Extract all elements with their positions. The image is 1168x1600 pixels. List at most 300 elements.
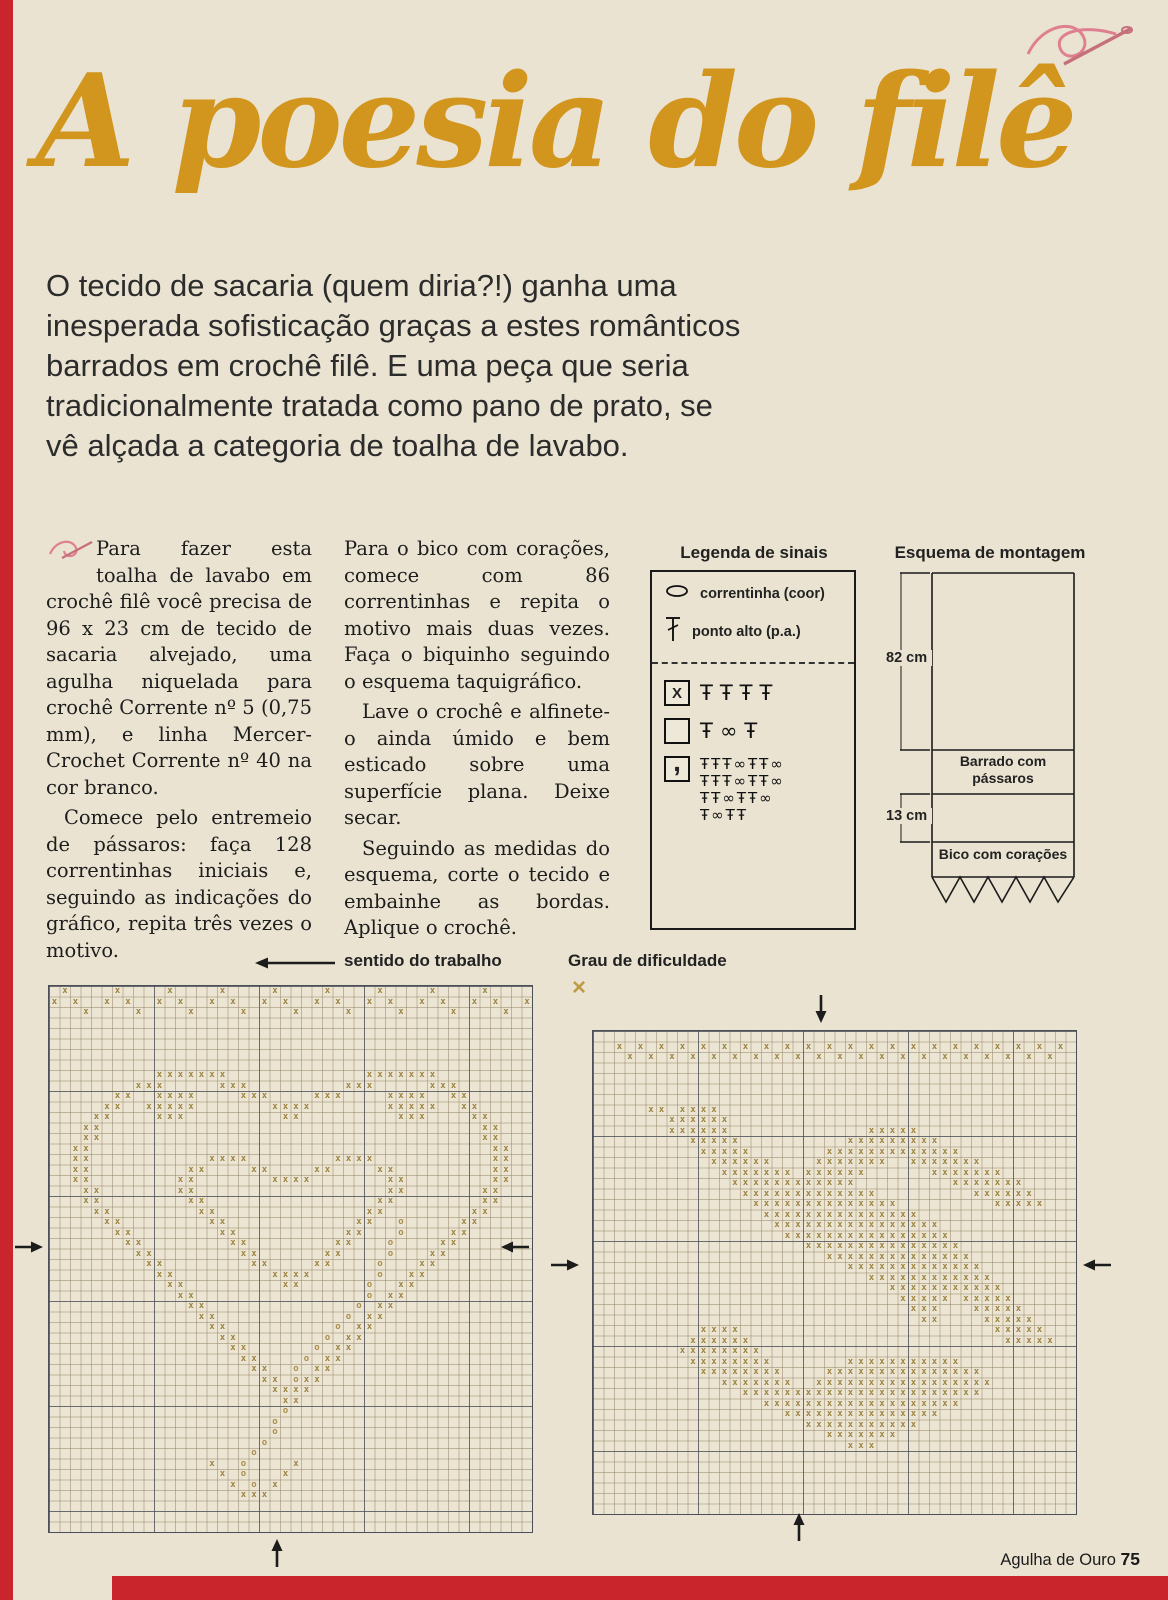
chart-mark: x (847, 1230, 854, 1241)
chart-mark: x (721, 1346, 728, 1356)
chart-mark: x (921, 1251, 927, 1262)
chart-mark: x (837, 1367, 843, 1377)
chart-mark: x (188, 1101, 194, 1112)
chart-mark: x (784, 1209, 791, 1220)
chart-mark: x (1026, 1188, 1032, 1199)
chart-mark: x (93, 1133, 100, 1143)
chart-mark: x (219, 1217, 226, 1227)
chart-mark: x (784, 1041, 791, 1052)
chart-mark: x (721, 1125, 728, 1136)
chart-mark: x (219, 1154, 226, 1164)
chart-mark: x (879, 1157, 885, 1167)
chart-mark: x (889, 1430, 896, 1440)
chart-mark: x (690, 1125, 696, 1136)
chart-mark: x (669, 1052, 675, 1062)
chart-mark: x (711, 1325, 717, 1335)
chart-mark: x (847, 1262, 854, 1272)
chart-mark: x (658, 1104, 665, 1115)
chart-mark: x (240, 1343, 247, 1353)
chart-mark: x (230, 1227, 236, 1238)
chart-mark: o (272, 1416, 278, 1427)
chart-mark: x (230, 1479, 236, 1490)
chart-mark: x (868, 1136, 875, 1146)
chart-mark: x (889, 1283, 896, 1293)
chart-mark: x (879, 1136, 885, 1146)
chart-mark: x (931, 1283, 938, 1293)
chart-mark: x (1047, 1052, 1053, 1062)
chart-mark: x (847, 1167, 854, 1178)
chart-mark: x (816, 1377, 822, 1388)
chart-mark: x (261, 1259, 268, 1269)
chart-mark: x (135, 1248, 142, 1259)
chart-mark: x (700, 1104, 707, 1115)
chart-mark: x (690, 1115, 696, 1125)
chart-mark: x (942, 1272, 948, 1283)
chart-mark: x (963, 1367, 969, 1377)
chart-mark: x (637, 1041, 644, 1052)
chart-mark: x (858, 1440, 864, 1451)
chart-mark: x (93, 1206, 100, 1217)
chart-mark: x (314, 1374, 320, 1385)
chart-mark: x (879, 1430, 885, 1440)
chart-mark: x (753, 1367, 759, 1377)
chart-mark: x (700, 1356, 707, 1367)
chart-mark: x (816, 1052, 822, 1062)
chart-mark: x (973, 1157, 980, 1167)
chart-mark: x (482, 1185, 488, 1196)
chart-mark: x (471, 1206, 478, 1217)
chart-mark: x (900, 1241, 906, 1251)
chart-mark: x (156, 1101, 163, 1112)
chart-mark: o (261, 1437, 268, 1448)
chart-mark: x (1015, 1188, 1022, 1199)
chart-mark: x (198, 1070, 205, 1080)
chart-mark: x (721, 1115, 728, 1125)
chart-mark: x (826, 1157, 833, 1167)
chart-mark: x (963, 1262, 969, 1272)
chart-mark: x (700, 1367, 707, 1377)
chart-mark: x (900, 1367, 906, 1377)
chart-mark: x (261, 1091, 268, 1101)
chart-mark: x (900, 1377, 906, 1388)
chart-mark: x (324, 1164, 331, 1175)
chart-mark: x (356, 1332, 362, 1343)
chart-mark: x (408, 1101, 415, 1112)
chart-mark: x (984, 1314, 990, 1325)
chart-mark: x (482, 1122, 488, 1133)
chart-mark: x (366, 1070, 373, 1080)
chart-mark: x (763, 1377, 770, 1388)
chart-mark: x (858, 1199, 864, 1209)
chart-mark: x (921, 1304, 927, 1314)
chart-mark: x (858, 1220, 864, 1230)
chart-mark: x (795, 1230, 801, 1241)
chart-mark: x (973, 1377, 980, 1388)
chart-mark: x (700, 1335, 707, 1346)
right-chart-row-arrow-icon (550, 1258, 580, 1272)
chart-mark: x (366, 1322, 373, 1332)
chart-mark: x (429, 1070, 436, 1080)
chart-mark: o (366, 1280, 373, 1290)
chart-mark: x (711, 1346, 717, 1356)
chart-mark: x (858, 1188, 864, 1199)
chart-mark: x (188, 1070, 194, 1080)
chart-mark: x (753, 1157, 759, 1167)
chart-mark: x (879, 1251, 885, 1262)
chart-mark: x (177, 1280, 184, 1290)
chart-mark: x (209, 1311, 215, 1322)
chart-mark: x (879, 1356, 885, 1367)
chart-mark: x (847, 1041, 854, 1052)
chart-mark: x (900, 1125, 906, 1136)
difficulty-x-icon: × (572, 974, 587, 1001)
chart-mark: x (900, 1220, 906, 1230)
chart-mark: x (419, 996, 425, 1007)
chart-mark: x (711, 1125, 717, 1136)
fan-line: ŦŦŦ∞ŦŦ∞ (700, 755, 785, 773)
band-barrado-label: Barrado com pássaros (959, 753, 1047, 786)
chart-mark: x (900, 1398, 906, 1409)
chart-mark: x (910, 1209, 917, 1220)
left-chart-row-arrow-icon (500, 1240, 530, 1254)
chart-mark: x (910, 1262, 917, 1272)
chart-mark: x (763, 1167, 770, 1178)
chart-mark: x (994, 1199, 1001, 1209)
chart-mark: x (503, 1175, 509, 1185)
chart-mark: x (198, 1164, 205, 1175)
chart-mark: x (398, 1007, 404, 1017)
chart-mark: x (889, 1220, 896, 1230)
chart-mark: x (721, 1167, 728, 1178)
chart-mark: x (900, 1283, 906, 1293)
chart-mark: x (837, 1419, 843, 1430)
chart-mark: o (377, 1259, 383, 1269)
chart-mark: x (742, 1146, 749, 1157)
chart-mark: x (471, 1112, 478, 1122)
chart-mark: x (1015, 1335, 1022, 1346)
chart-mark: x (251, 1248, 257, 1259)
chart-mark: x (1005, 1199, 1011, 1209)
chart-mark: x (721, 1356, 728, 1367)
chart-mark: x (377, 1206, 383, 1217)
chart-mark: x (816, 1220, 822, 1230)
chart-mark: x (1036, 1041, 1043, 1052)
chart-mark: x (973, 1041, 980, 1052)
chart-mark: x (847, 1199, 854, 1209)
chart-mark: x (732, 1146, 738, 1157)
chart-mark: x (837, 1157, 843, 1167)
chart-mark: x (471, 1217, 478, 1227)
chart-mark: x (952, 1146, 959, 1157)
chart-mark: x (868, 1157, 875, 1167)
chart-mark: x (900, 1136, 906, 1146)
chart-mark: x (398, 1175, 404, 1185)
article-paragraph: Seguindo as medidas do esquema, corte o tecido e embainhe as bordas. Aplique o crochê. (344, 836, 610, 939)
chart-mark: x (345, 1343, 352, 1353)
chart-mark: x (973, 1262, 980, 1272)
chart-mark: x (984, 1293, 990, 1304)
chart-mark: x (805, 1409, 812, 1419)
chart-mark: x (387, 1101, 394, 1112)
chart-mark: x (837, 1178, 843, 1188)
chart-mark: x (910, 1041, 917, 1052)
chart-mark: x (93, 1196, 100, 1206)
chart-mark: x (942, 1377, 948, 1388)
chart-mark: x (93, 1122, 100, 1133)
chart-mark: x (251, 1164, 257, 1175)
chart-mark: x (648, 1104, 654, 1115)
chart-mark: x (805, 1178, 812, 1188)
chart-mark: x (450, 1091, 457, 1101)
chart-mark: x (387, 1301, 394, 1311)
chart-mark: x (177, 1070, 184, 1080)
chart-mark: x (826, 1388, 833, 1398)
chart-mark: x (931, 1367, 938, 1377)
chart-mark: x (942, 1167, 948, 1178)
chart-mark: x (658, 1041, 665, 1052)
chart-birds-grid (592, 1030, 1077, 1515)
chart-mark: x (774, 1052, 780, 1062)
chart-mark: x (1005, 1293, 1011, 1304)
chart-mark: x (921, 1398, 927, 1409)
chart-mark: x (994, 1041, 1001, 1052)
chart-mark: x (910, 1146, 917, 1157)
chart-mark: x (419, 1070, 425, 1080)
chart-mark: x (889, 1272, 896, 1283)
chart-mark: x (910, 1419, 917, 1430)
chart-mark: x (858, 1356, 864, 1367)
chart-mark: x (461, 1101, 467, 1112)
chart-mark: x (973, 1188, 980, 1199)
chart-mark: x (931, 1136, 938, 1146)
chart-mark: x (963, 1283, 969, 1293)
chart-mark: x (209, 1322, 215, 1332)
chart-mark: x (921, 1283, 927, 1293)
chart-mark: x (669, 1125, 675, 1136)
chart-mark: x (921, 1241, 927, 1251)
chart-mark: x (230, 1332, 236, 1343)
chart-mark: x (1026, 1325, 1032, 1335)
chart-mark: x (753, 1167, 759, 1178)
chart-mark: x (198, 1311, 205, 1322)
chart-mark: x (700, 1115, 707, 1125)
chart-mark: x (868, 1398, 875, 1409)
chart-mark: x (503, 1007, 509, 1017)
chart-mark: x (732, 1167, 738, 1178)
chart-mark: o (272, 1427, 278, 1437)
chart-mark: x (837, 1230, 843, 1241)
chart-mark: x (826, 1241, 833, 1251)
chart-mark: x (679, 1125, 686, 1136)
chart-mark: x (816, 1409, 822, 1419)
chart-mark: x (335, 1238, 341, 1248)
chart-mark: x (711, 1335, 717, 1346)
chart-mark: x (429, 1080, 436, 1091)
chart-mark: x (868, 1409, 875, 1419)
legend-item-chain (664, 584, 844, 603)
chart-mark: x (1015, 1325, 1022, 1335)
chart-mark: x (805, 1199, 812, 1209)
chart-mark: x (146, 1259, 152, 1269)
chart-mark: x (230, 1238, 236, 1248)
chart-mark: x (83, 1196, 89, 1206)
chart-mark: x (889, 1209, 896, 1220)
chart-mark: x (921, 1146, 927, 1157)
chart-mark: x (324, 1248, 331, 1259)
chart-mark: x (805, 1241, 812, 1251)
chart-mark: x (784, 1388, 791, 1398)
chart-mark: x (889, 1398, 896, 1409)
chart-mark: x (879, 1409, 885, 1419)
chart-mark: o (324, 1332, 331, 1343)
chart-mark: x (324, 1091, 331, 1101)
chart-mark: x (816, 1178, 822, 1188)
chart-mark: x (1005, 1314, 1011, 1325)
chart-mark: x (868, 1146, 875, 1157)
chart-mark: x (963, 1167, 969, 1178)
chart-mark: x (942, 1388, 948, 1398)
chart-mark: x (910, 1251, 917, 1262)
article-column-1 (46, 536, 312, 968)
chart-mark: x (503, 1154, 509, 1164)
chart-mark: x (868, 1188, 875, 1199)
chart-mark: x (942, 1157, 948, 1167)
chart-mark: x (921, 1314, 927, 1325)
chart-mark: x (889, 1356, 896, 1367)
chart-mark: x (900, 1419, 906, 1430)
article-column-2 (344, 536, 610, 946)
chart-mark: x (847, 1188, 854, 1199)
chart-mark: x (889, 1241, 896, 1251)
chart-mark: x (377, 1196, 383, 1206)
chart-mark: x (461, 1227, 467, 1238)
chart-mark: x (900, 1251, 906, 1262)
chart-mark: x (858, 1167, 864, 1178)
chart-mark: x (219, 1227, 226, 1238)
chart-mark: x (83, 1143, 89, 1154)
chart-mark: x (440, 1238, 446, 1248)
chart-mark: x (293, 1395, 299, 1406)
chart-mark: x (366, 1217, 373, 1227)
legend-item-treble (664, 615, 844, 648)
chart-mark: x (805, 1041, 812, 1052)
chart-mark: x (774, 1388, 780, 1398)
chart-mark: x (272, 986, 278, 996)
chart-mark: x (125, 996, 131, 1007)
chart-mark: x (261, 1164, 268, 1175)
chart-mark: x (742, 1335, 749, 1346)
chart-mark: x (931, 1293, 938, 1304)
chart-mark: x (774, 1377, 780, 1388)
chart-mark: x (503, 1143, 509, 1154)
measure-13cm: 13 cm (884, 808, 932, 824)
chart-mark: x (240, 1490, 247, 1500)
chart-mark: o (335, 1322, 341, 1332)
chart-mark: x (482, 1196, 488, 1206)
chart-mark: x (868, 1209, 875, 1220)
chart-mark: x (114, 1217, 121, 1227)
chart-mark: x (125, 1091, 131, 1101)
red-bottom-strip (112, 1576, 1168, 1600)
chart-mark: x (931, 1398, 938, 1409)
chart-mark: x (774, 1398, 780, 1409)
chart-mark: x (198, 1206, 205, 1217)
chart-mark: x (303, 1101, 310, 1112)
chart-mark: x (293, 1007, 299, 1017)
chart-mark: x (868, 1388, 875, 1398)
chart-mark: x (721, 1136, 728, 1146)
chart-mark: x (324, 986, 331, 996)
chart-mark: x (952, 1367, 959, 1377)
chart-mark: x (837, 1409, 843, 1419)
chart-mark: x (921, 1230, 927, 1241)
right-chart-column-arrow-icon (784, 1520, 814, 1534)
chart-mark: x (83, 1154, 89, 1164)
chart-mark: x (774, 1209, 780, 1220)
chart-mark: x (942, 1398, 948, 1409)
chart-hearts-grid (48, 985, 533, 1533)
chart-mark: x (219, 986, 226, 996)
legend-divider (652, 662, 854, 664)
chart-mark: x (230, 996, 236, 1007)
chart-mark: x (910, 1356, 917, 1367)
chart-mark: x (763, 1209, 770, 1220)
chart-mark: x (711, 1367, 717, 1377)
chart-mark: x (868, 1356, 875, 1367)
chart-mark: x (837, 1052, 843, 1062)
chart-mark: x (1005, 1052, 1011, 1062)
chart-mark: x (209, 1217, 215, 1227)
chart-mark: x (345, 1154, 352, 1164)
chart-mark: x (910, 1272, 917, 1283)
chart-mark: x (156, 996, 163, 1007)
chart-mark: x (931, 1272, 938, 1283)
chart-mark: x (732, 1157, 738, 1167)
needle-icon (46, 536, 96, 564)
chart-mark: x (711, 1052, 717, 1062)
chart-mark: x (240, 1080, 247, 1091)
chart-mark: x (826, 1220, 833, 1230)
chart-mark: x (398, 1280, 404, 1290)
chart-mark: x (377, 1301, 383, 1311)
chart-mark: x (826, 1167, 833, 1178)
legend-combo-picot (664, 746, 844, 824)
chart-mark: x (492, 996, 499, 1007)
chart-mark: x (387, 1185, 394, 1196)
chart-mark: x (1026, 1335, 1032, 1346)
chart-mark: x (879, 1377, 885, 1388)
chart-mark: x (742, 1367, 749, 1377)
chart-mark: x (471, 1101, 478, 1112)
chart-mark: x (784, 1409, 791, 1419)
chart-mark: x (1026, 1314, 1032, 1325)
chart-mark: x (973, 1178, 980, 1188)
chart-mark: x (72, 996, 79, 1007)
legend-item-label: ponto alto (p.a.) (692, 623, 801, 640)
chart-mark: x (879, 1262, 885, 1272)
chart-mark: x (753, 1346, 759, 1356)
chart-mark: x (114, 1091, 121, 1101)
chart-mark: x (314, 1164, 320, 1175)
chart-mark: x (847, 1377, 854, 1388)
chart-mark: o (303, 1353, 310, 1364)
chart-mark: x (984, 1178, 990, 1188)
chart-mark: x (847, 1178, 854, 1188)
chart-mark: x (921, 1409, 927, 1419)
chart-mark: x (366, 1311, 373, 1322)
chart-mark: x (847, 1398, 854, 1409)
chart-mark: x (261, 1374, 268, 1385)
